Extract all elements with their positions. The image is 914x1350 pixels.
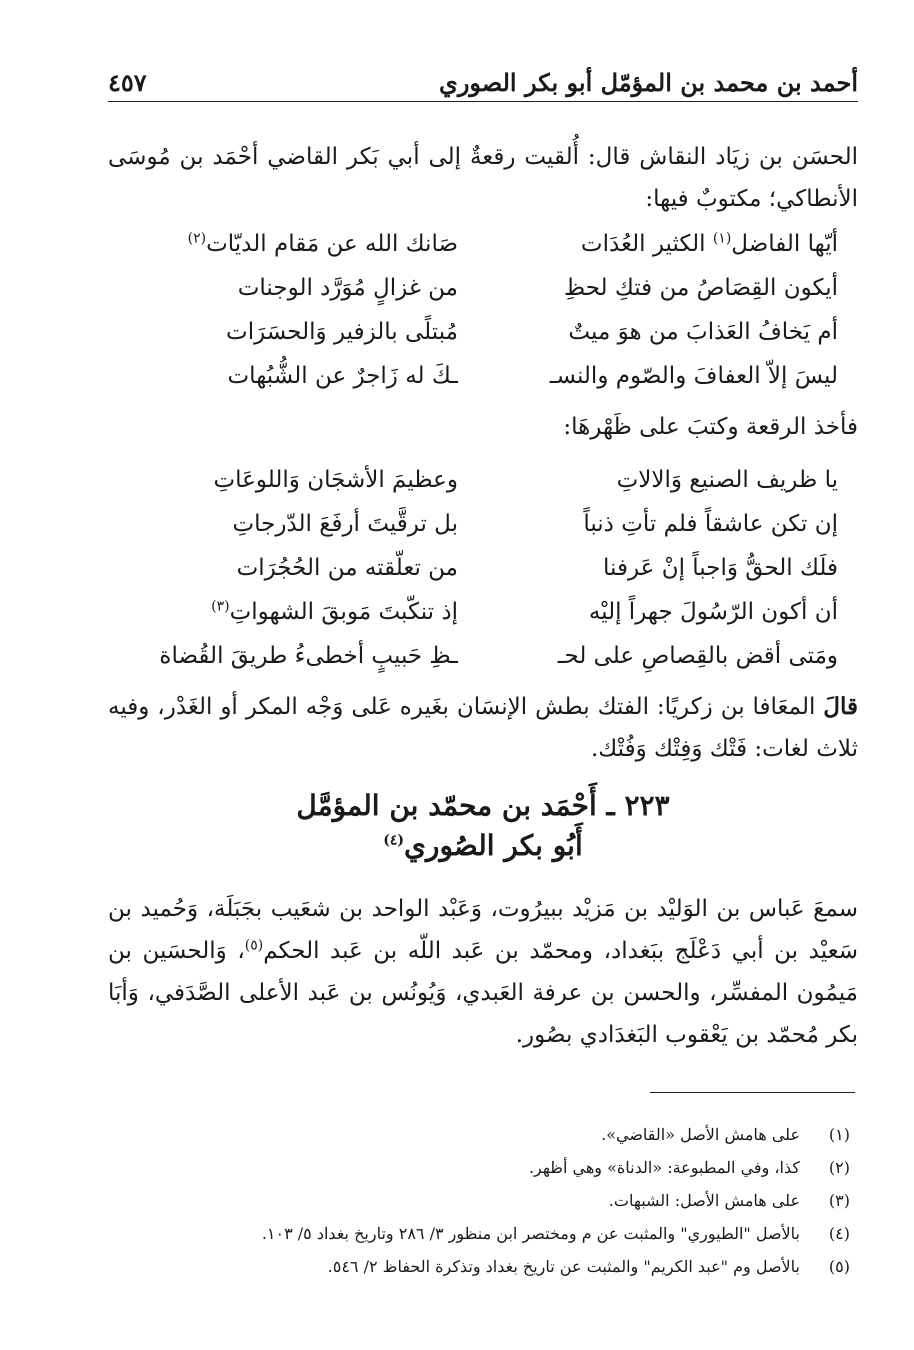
verse-first-hemistich: إن تكن عاشقاً فلم تأتِ ذنباً — [583, 511, 838, 537]
footnote-number: (٢) — [828, 1158, 850, 1177]
footnote-text: بالأصل "الطيوري" والمثبت عن م ومختصر ابن منظور ٣/ ٢٨٦ وتاريخ بغداد ٥/ ١٠٣. — [261, 1224, 800, 1243]
footnote-item — [108, 1184, 858, 1217]
verse-line — [108, 634, 858, 678]
footnote-item — [108, 1217, 858, 1250]
running-title: أحمد بن محمد بن المؤمّل أبو بكر الصوري — [439, 68, 858, 97]
verse-line — [108, 458, 858, 502]
footnote-ref[interactable]: (٤) — [383, 832, 405, 849]
footnote-ref[interactable]: (٢) — [187, 230, 207, 247]
note-paragraph — [108, 686, 858, 770]
footnote-item — [108, 1151, 858, 1184]
verse-line — [108, 266, 858, 310]
note-text: المعَافا بن زكريًا: الفتك بطش الإنسَان بغَيره عَلى وَجْه المكر أو الغَدْر، وفيه ثلاث لغات: فَتْك وَفِتْك وَفُتْك. — [108, 694, 858, 762]
verse-first-hemistich: ومَتى أقض بالقِصاصِ على لحـ — [557, 643, 838, 669]
poem-second — [108, 458, 858, 678]
footnote-item — [108, 1250, 858, 1283]
note-lead-word: قالَ — [823, 693, 858, 720]
verse-line — [108, 502, 858, 546]
page-number: ٤٥٧ — [108, 68, 147, 97]
verse-line — [108, 354, 858, 398]
verse-second-hemistich: بل ترقَّيتَ أرفَعَ الدّرجاتِ — [232, 511, 458, 537]
transition-line: فأخذ الرقعة وكتبَ على ظَهْرهَا: — [563, 414, 858, 440]
verse-second-hemistich: ـكَ له زَاجرٌ عن الشُّبُهات — [227, 363, 458, 389]
verse-first-hemistich: أن أكون الرّسُولَ جهراً إليْه — [588, 599, 838, 625]
footnote-item — [108, 1118, 858, 1151]
footnote-number: (٣) — [828, 1191, 850, 1210]
footnote-text: بالأصل وم "عبد الكريم" والمثبت عن تاريخ بغداد وتذكرة الحفاظ ٢/ ٥٤٦. — [327, 1257, 800, 1276]
verse-second-hemistich: وعظيمَ الأشجَان وَاللوعَاتِ — [213, 467, 458, 493]
footnote-separator — [650, 1092, 855, 1093]
footnote-number: (١) — [828, 1125, 850, 1144]
entry-body: سمعَ عَباس بن الوَليْد بن مَزيْد ببيرُوت، وَعَبْد الواحد بن شعَيب بجَبَلَة، وَحُميد بن سَعيْد بن أبي دَعْلَج ببَغداد، ومحمّد بن عَبد اللّه بن عَبد الحكم$^{(٥)}$، وَالحسَين بن مَيمُون المفسِّر، والحسن بن عرفة العَبدي، وَيُونُس بن عَبد الأعلى الصَّدَفي، وَأبَا بكر مُحمّد بن يَعْقوب البَغدَادي بصُور. — [108, 896, 858, 1048]
footnote-ref[interactable]: (٥) — [244, 937, 264, 954]
footnote-number: (٤) — [828, 1224, 850, 1243]
verse-second-hemistich: من تعلّقته من الحُجُرَات — [236, 555, 458, 581]
footnotes — [108, 1118, 858, 1283]
footnote-number: (٥) — [828, 1257, 850, 1276]
entry-title — [108, 786, 858, 866]
verse-second-hemistich: صَانك الله عن مَقام الديّات$^{(٢)}$ — [187, 230, 458, 257]
verse-line — [108, 222, 858, 266]
verse-first-hemistich: أيّها الفاضل$^{(١)}$ الكثير العُدَات — [580, 230, 838, 257]
verse-line — [108, 310, 858, 354]
verse-second-hemistich: إذ تنكّبتَ مَوبقَ الشهواتِ$^{(٣)}$ — [211, 598, 458, 625]
verse-first-hemistich: ليسَ إلاّ العفافَ والصّوم والنسـ — [549, 363, 838, 389]
verse-first-hemistich: فلَك الحقُّ وَاجباً إنْ عَرفنا — [603, 555, 838, 581]
footnote-text: على هامش الأصل: الشبهات. — [608, 1191, 800, 1210]
entry-title-line2: أَبُو بكر الصُوري$^{(٤)}$ — [383, 829, 583, 862]
verse-first-hemistich: أم يَخافُ العَذابَ من هوَ ميتٌ — [568, 319, 838, 345]
verse-second-hemistich: من غزالٍ مُوَرَّد الوجنات — [237, 275, 458, 301]
footnote-ref[interactable]: (١) — [712, 230, 732, 247]
footnote-text: كذا، وفي المطبوعة: «الدناة» وهي أظهر. — [528, 1158, 800, 1177]
poem-first — [108, 222, 858, 398]
footnote-text: على هامش الأصل «القاضي». — [601, 1125, 800, 1144]
verse-line — [108, 590, 858, 634]
footnote-ref[interactable]: (٣) — [211, 598, 230, 615]
page-header — [108, 62, 858, 102]
verse-line — [108, 546, 858, 590]
intro-paragraph: الحسَن بن زيَاد النقاش قال: أُلقيت رقعةٌ إلى أبي بَكر القاضي أحْمَد بن مُوسَى الأنطاكي؛ مكتوبٌ فيها: — [108, 144, 858, 212]
verse-first-hemistich: يا ظريف الصنيع وَالالاتِ — [616, 467, 838, 493]
entry-title-line1: ٢٢٣ ـ أَحْمَد بن محمّد بن المؤمَّل — [296, 789, 670, 822]
verse-second-hemistich: ـظِ حَبيبٍ أخطىءُ طريقَ القُضاة — [159, 643, 458, 669]
verse-first-hemistich: أيكون القِصَاصُ من فتكِ لحظِ — [563, 275, 838, 301]
verse-second-hemistich: مُبتلًى بالزفير وَالحسَرَات — [226, 319, 458, 345]
